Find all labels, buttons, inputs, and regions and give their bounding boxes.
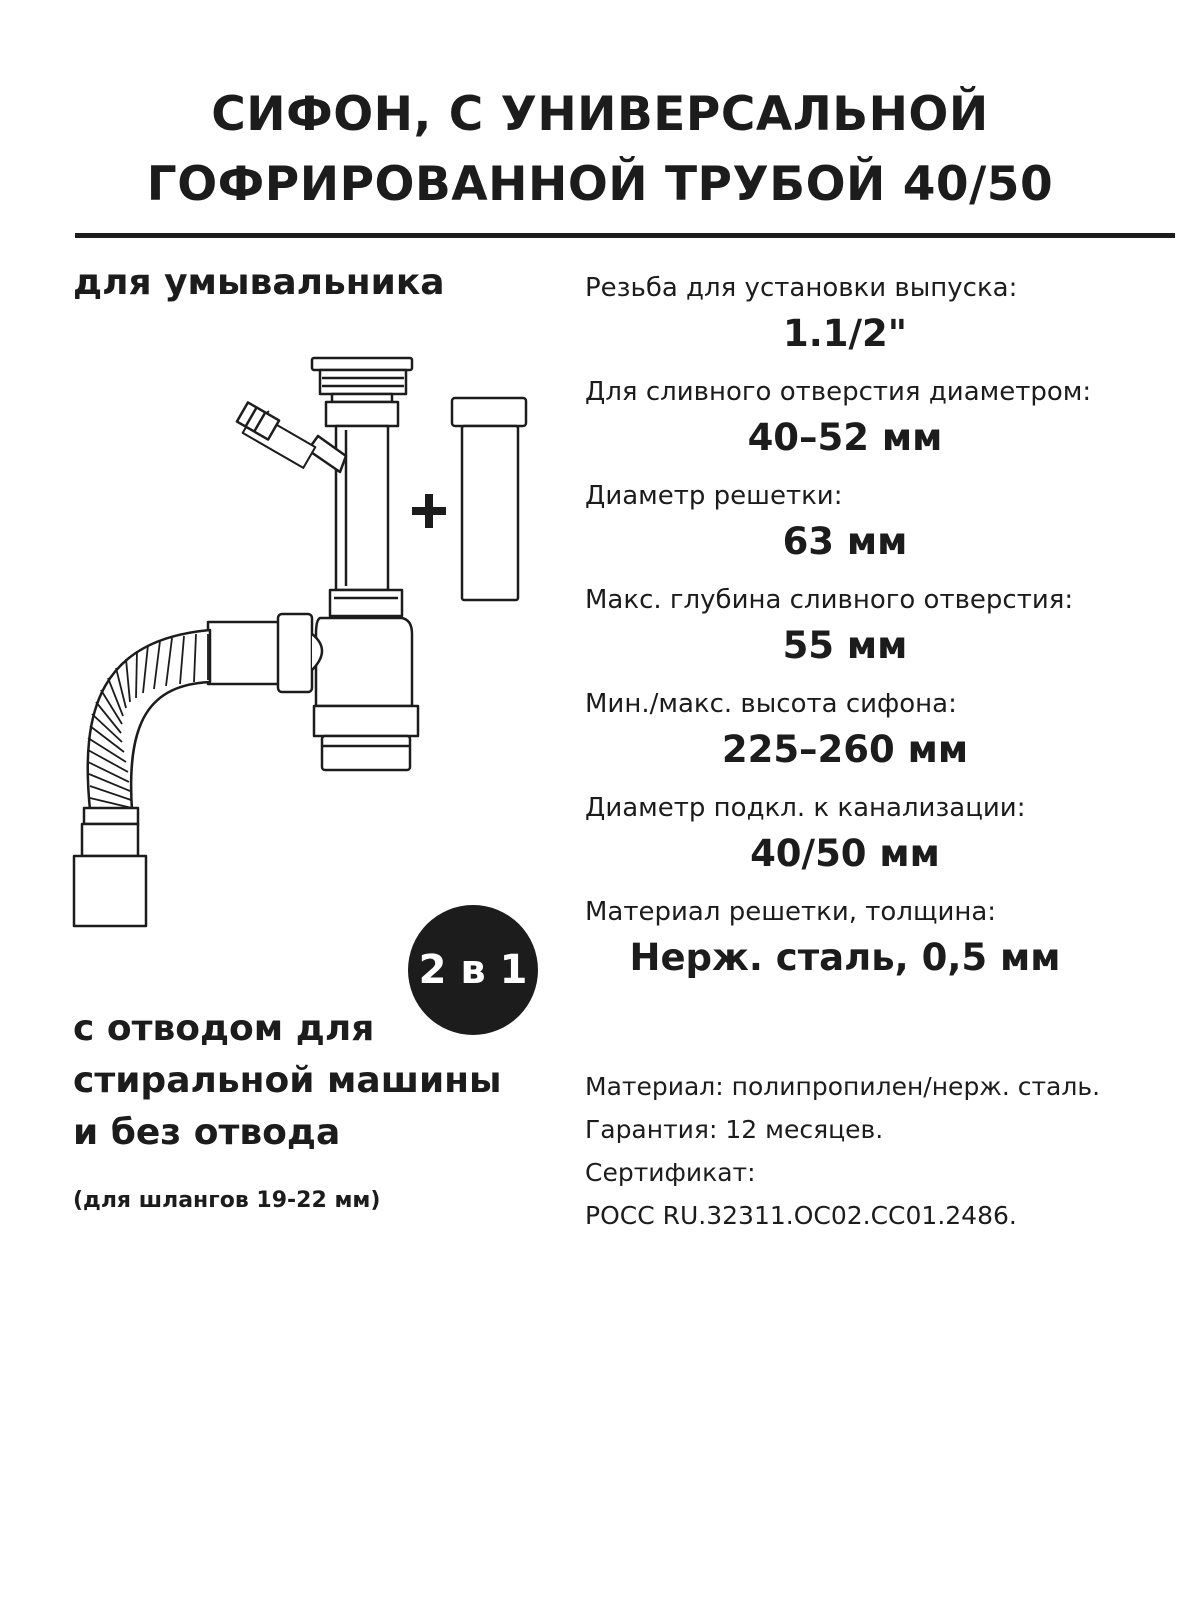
page-title <box>0 80 1200 220</box>
spec-item <box>585 270 1185 362</box>
spec-value: 40/50 мм <box>750 832 940 875</box>
spec-label: Для сливного отверстия диаметром: <box>585 377 1092 407</box>
siphon-illustration-icon <box>40 350 560 970</box>
washer-line-1: с отводом для <box>73 1008 375 1049</box>
spec-label: Диаметр решетки: <box>585 481 843 511</box>
spec-label: Макс. глубина сливного отверстия: <box>585 585 1074 615</box>
title-line-2: ГОФРИРОВАННОЙ ТРУБОЙ 40/50 <box>146 157 1054 212</box>
title-line-1: СИФОН, С УНИВЕРСАЛЬНОЙ <box>211 87 989 142</box>
spec-label: Материал решетки, толщина: <box>585 897 997 927</box>
spec-item <box>585 894 1185 986</box>
spec-item <box>585 686 1185 778</box>
hoses-note: (для шлангов 19-22 мм) <box>73 1188 381 1213</box>
spec-value: 55 мм <box>782 624 908 667</box>
washer-line-2: стиральной машины <box>73 1060 502 1101</box>
material-text: Материал: полипропилен/нерж. сталь. <box>585 1072 1101 1101</box>
washer-line-3: и без отвода <box>73 1112 341 1153</box>
spec-item <box>585 582 1185 674</box>
spec-value: 40–52 мм <box>747 416 943 459</box>
certificate-number: РОСС RU.32311.ОС02.СС01.2486. <box>585 1201 1017 1230</box>
two-in-one-badge: 2 в 1 <box>408 905 538 1035</box>
spacer-tube-icon <box>452 398 526 600</box>
spec-label: Диаметр подкл. к канализации: <box>585 793 1026 823</box>
spec-item <box>585 790 1185 882</box>
spec-value: 225–260 мм <box>721 728 969 771</box>
spec-label: Резьба для установки выпуска: <box>585 273 1018 303</box>
plus-icon <box>412 494 446 528</box>
certificate-label: Сертификат: <box>585 1158 756 1187</box>
washer-outlet-note <box>73 1003 502 1159</box>
warranty-text: Гарантия: 12 месяцев. <box>585 1115 884 1144</box>
spec-item <box>585 478 1185 570</box>
title-divider <box>75 233 1175 238</box>
spec-value: 1.1/2" <box>782 312 908 355</box>
spec-label: Мин./макс. высота сифона: <box>585 689 957 719</box>
spec-value: Нерж. сталь, 0,5 мм <box>629 936 1061 979</box>
extra-info <box>585 1065 1100 1237</box>
spec-item <box>585 374 1185 466</box>
specs-list <box>585 270 1185 998</box>
sink-label: для умывальника <box>73 262 445 303</box>
spec-value: 63 мм <box>782 520 908 563</box>
